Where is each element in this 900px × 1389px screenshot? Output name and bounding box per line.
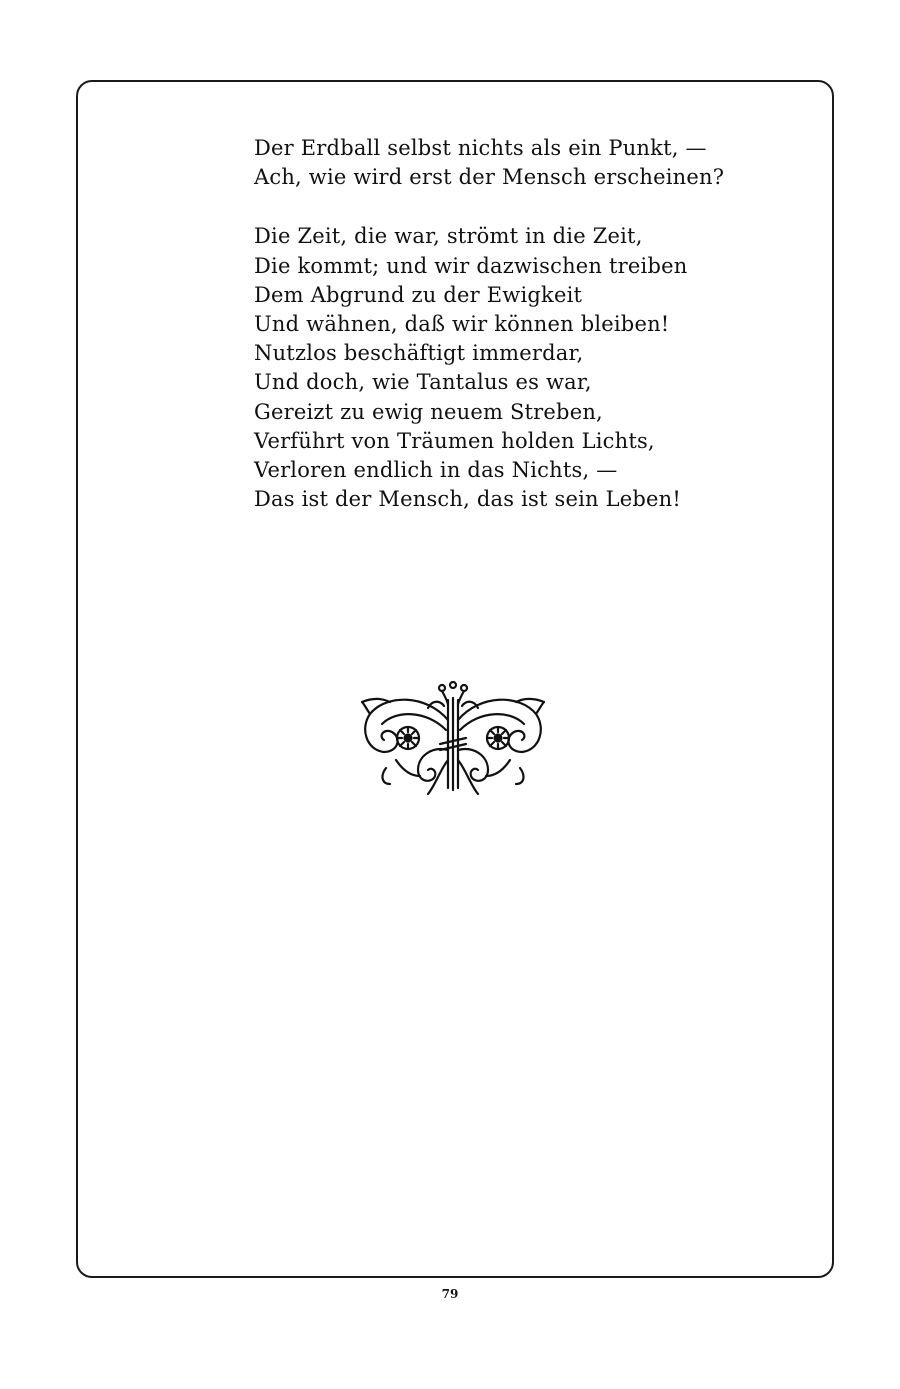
poem-line: Die kommt; und wir dazwischen treiben xyxy=(254,253,688,278)
poem-line: Und doch, wie Tantalus es war, xyxy=(254,370,592,395)
stanza-1 xyxy=(254,134,724,192)
poem xyxy=(254,134,724,544)
poem-line: Und wähnen, daß wir können bleiben! xyxy=(254,312,670,337)
poem-line: Ach, wie wird erst der Mensch erscheinen? xyxy=(254,165,725,190)
stanza-2 xyxy=(254,222,724,514)
poem-line: Gereizt zu ewig neuem Streben, xyxy=(254,399,603,424)
poem-line: Dem Abgrund zu der Ewigkeit xyxy=(254,282,583,307)
page-number: 79 xyxy=(441,1287,459,1301)
poem-line: Verloren endlich in das Nichts, — xyxy=(254,458,618,483)
poem-line: Der Erdball selbst nichts als ein Punkt, — xyxy=(254,136,707,160)
poem-line: Nutzlos beschäftigt immerdar, xyxy=(254,341,584,366)
poem-line: Das ist der Mensch, das ist sein Leben! xyxy=(254,487,682,512)
poem-line: Die Zeit, die war, strömt in die Zeit, xyxy=(254,224,643,249)
floral-vignette-icon xyxy=(356,680,550,802)
poem-line: Verführt von Träumen holden Lichts, xyxy=(254,428,655,453)
